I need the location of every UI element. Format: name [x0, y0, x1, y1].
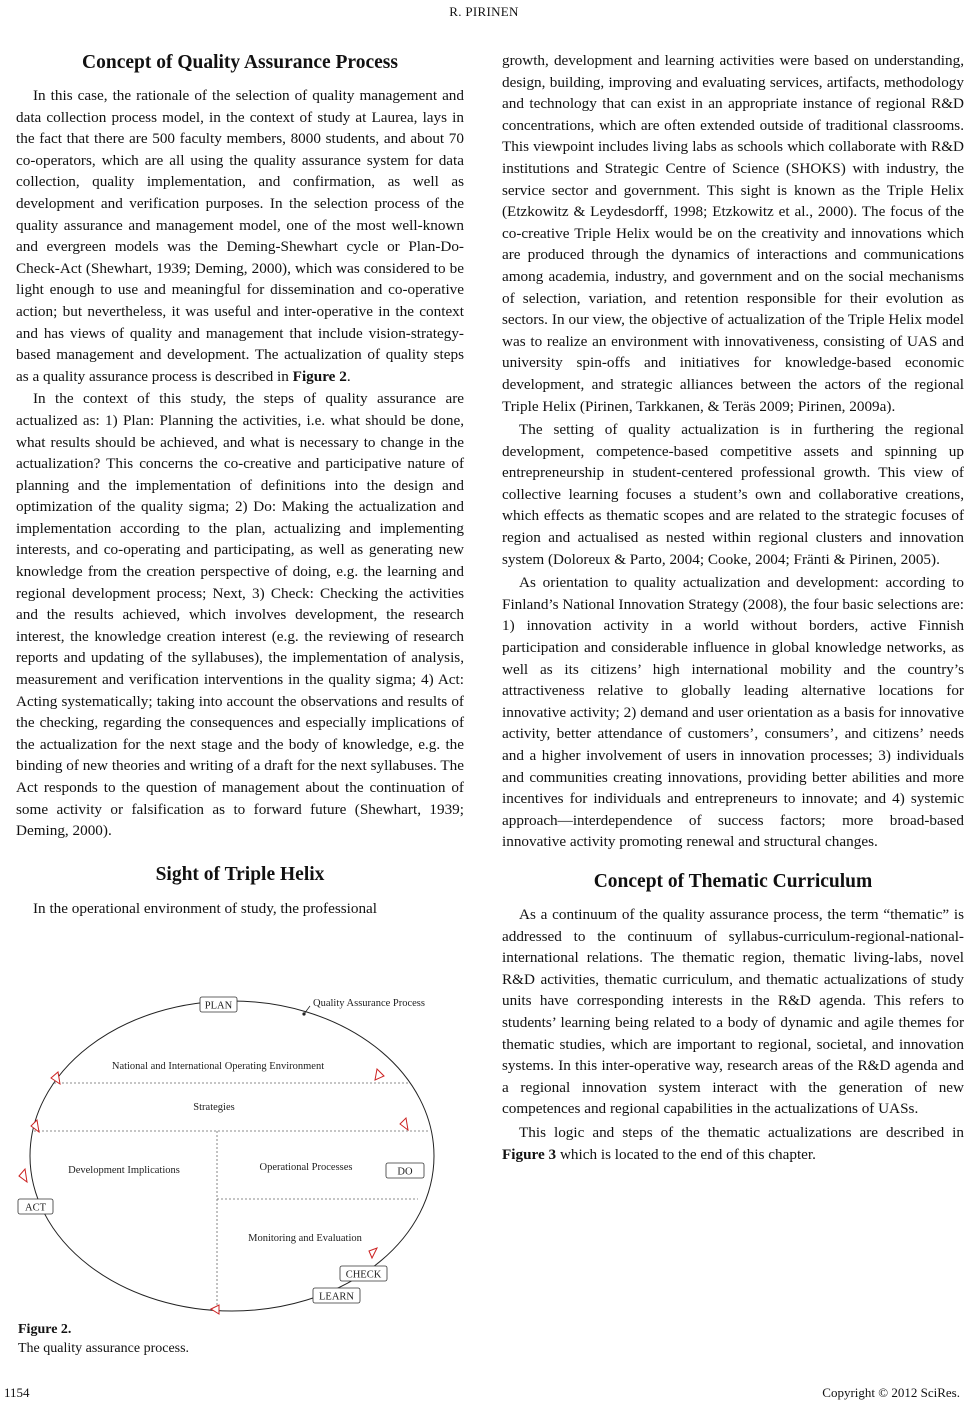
paragraph-professional-growth: growth, development and learning activities were based on understanding, design, building, improving and evaluating services, artifacts, methodology and technology that can exist in an appropriate instance of regional R&D concentrations, which are often extended outside of traditional classrooms. This viewpoint includes living labs as schools which collaborate with R&D institutions and Strategic Centre of Science (SHOKS) with industry, the service sector and government. This sight is known as the Triple Helix (Etzkowitz & Leydesdorff, 1998; Etzkowitz et al., 2000). The focus of the co-creative Triple Helix would be on the creativity and innovations which are produced through the dynamics of interactions and communications among academia, industry, and government and on the social mechanisms of selection, variation, and retention responsible for their evolution as sectors. In our view, the objective of actualization of the Triple Helix model was to realize an environment with innovativeness, consisting of UAS and university spin-offs and initiatives for knowledge-based economic development, and strategic alliances between the actors of the regional Triple Helix (Pirinen, Tarkkanen, & Teräs 2009; Pirinen, 2009a).	[502, 52, 964, 415]
plan-label: PLAN	[204, 1000, 233, 1012]
paragraph-setting: The setting of quality actualization is in furthering the regional development, competence-based competitive assets and spinning up entrepreneurship in student-centered professional growth. This view of collective learning focuses a student’s own and collaborative creations, which effects as thematic scopes and are related to the strategic focuses of region and actualised as nested within regional clusters and innovation system (Doloreux & Parto, 2004; Cooke, 2004; Fränti & Pirinen, 2005).	[502, 421, 964, 568]
cycle-arrow-icon	[19, 1169, 27, 1182]
check-label: CHECK	[345, 1269, 382, 1281]
section-heading-quality-assurance: Concept of Quality Assurance Process	[82, 52, 398, 73]
paragraph-logic-text: This logic and steps of the thematic actualizations are described in	[519, 1123, 964, 1141]
monitoring-evaluation-label: Monitoring and Evaluation	[248, 1233, 362, 1244]
right-column	[502, 50, 964, 1165]
quality-assurance-process-label: Quality Assurance Process	[313, 998, 425, 1009]
qa-pointer-dot	[302, 1012, 305, 1015]
paragraph-rationale	[16, 85, 464, 387]
paragraph-orientation: As orientation to quality actualization and development: according to Finland’s National Innovation Strategy (2008), the four basic selections are: 1) innovation activity in a world without borders, active Finnish participation and considerable influence in global knowledge networks, as well as its citizens’ high international mobility and the country’s attractiveness relative to globally leading alternative locations for innovative activity; 2) demand and user orientation as a basis for innovative activity, better attendance of customers’, consumers’, and citizens’ needs and a higher involvement of users in innovation processes; 3) individuals and communities creating innovations, providing better abilities and more incentives for individuals and entrepreneurs to innovate; and 4) systemic approach—interdependence of success factors; more broad-based innovative activity promoting renewal and structural changes.	[502, 574, 964, 851]
cycle-arrow-icon	[400, 1118, 408, 1130]
cycle-arrow-icon	[375, 1069, 384, 1080]
act-label: ACT	[25, 1202, 46, 1214]
paragraph-logic-end: which is located to the end of this chapter.	[556, 1145, 816, 1163]
cycle-arrow-icon	[31, 1120, 39, 1132]
paragraph-steps: In the context of this study, the steps of quality assurance are actualized as: 1) Plan: Planning the activities, i.e. what should be done, what results should be achieved, and what is necessary to change in the actualization? This concerns the co-creative and participative nature of planning and the implementation of definitions into the design and optimization of the quality sigma; 2) Do: Making the actualization and implementation according to the plan, actualizing and implementing interests, and co-operating and participating, as well as generating new knowledge from the creation perspective of doing, e.g. the learning and regional development process; Next, 3) Check: Checking the activities and the results achieved, which involves development, the research interest, the knowledge creation interest (e.g. the reviewing of research reports and updating of the syllabuses), the implementation of analysis, measurement and verification interventions in the quality sigma; 4) Act: Acting systematically; taking into account the observations and results of the checking, regarding the consequences and especially implications of the actualization for the next stage and the body of knowledge, e.g. the binding of new theories and writing of a draft for the next syllabuses. The Act responds to the question of management about the continuation of some activity or falsification as to forward future (Shewhart, 1939; Deming, 2000).	[16, 390, 464, 840]
copyright-notice: Copyright © 2012 SciRes.	[822, 1385, 960, 1400]
paragraph-rationale-end: .	[346, 367, 351, 385]
figure-caption-text: The quality assurance process.	[18, 1341, 190, 1356]
cycle-arrow-icon	[51, 1072, 60, 1084]
figure-caption	[18, 1320, 458, 1358]
cycle-arrow-icon	[369, 1248, 377, 1258]
environment-label: National and International Operating Environment	[111, 1061, 325, 1072]
cycle-ellipse	[30, 1001, 434, 1311]
learn-label: LEARN	[319, 1291, 354, 1303]
figure-quality-assurance-process	[14, 996, 462, 1321]
running-head: R. PIRINEN	[449, 4, 519, 19]
left-column	[16, 50, 464, 919]
section-heading-thematic-curriculum: Concept of Thematic Curriculum	[593, 870, 873, 892]
paragraph-logic	[502, 1122, 964, 1165]
figure-3-reference: Figure 3	[502, 1145, 557, 1163]
paragraph-thematic: As a continuum of the quality assurance process, the term “thematic” is addressed to the continuum of syllabus-curriculum-regional-national-international relations. The thematic region, thematic living-labs, novel R&D activities, thematic curriculum, and thematic actualizations of study units have corresponding interests in the R&D agenda. This refers to students’ learning being related to a body of dynamic and agile themes for thematic studies, which are important to regional, societal, and innovation systems. In this inter-operative way, research areas of the R&D agenda and a regional innovation system interact with the generation of new competences and regional capabilities in the actualizations of UASs.	[502, 905, 964, 1118]
development-implications-label: Development Implications	[68, 1165, 180, 1176]
cycle-arrow-icon	[211, 1305, 219, 1314]
figure-diagram	[14, 996, 462, 1321]
strategies-label: Strategies	[193, 1102, 235, 1113]
page-number: 1154	[4, 1385, 30, 1400]
figure-caption-label: Figure 2.	[18, 1322, 72, 1337]
do-label: DO	[397, 1166, 413, 1178]
paragraph-operational-environment: In the operational environment of study, the professional	[33, 899, 378, 917]
operational-processes-label: Operational Processes	[259, 1162, 353, 1173]
figure-2-reference: Figure 2	[292, 367, 347, 385]
section-heading-triple-helix: Sight of Triple Helix	[155, 863, 325, 885]
paragraph-rationale-text: In this case, the rationale of the selection of quality management and data collection process model, in the context of study at Laurea, lays in the fact that there are 500 faculty members, 8000 students, and about 70 co-operators, which are all using the quality assurance system for data collection, quality implementation, and confirmation, as well as development and verification purposes. In the selection process of the quality assurance and management model, one of the most well-known and evergreen models was the Deming-Shewhart cycle or Plan-Do-Check-Act (Shewhart, 1939; Deming, 2000), which was considered to be light enough to use and meaningful for dissemination and co-operative action; but nevertheless, it was useful and inter-operative in the context and has views of quality and management that include vision-strategy-based management and development. The actualization of quality steps as a quality assurance process is described in	[16, 87, 464, 385]
